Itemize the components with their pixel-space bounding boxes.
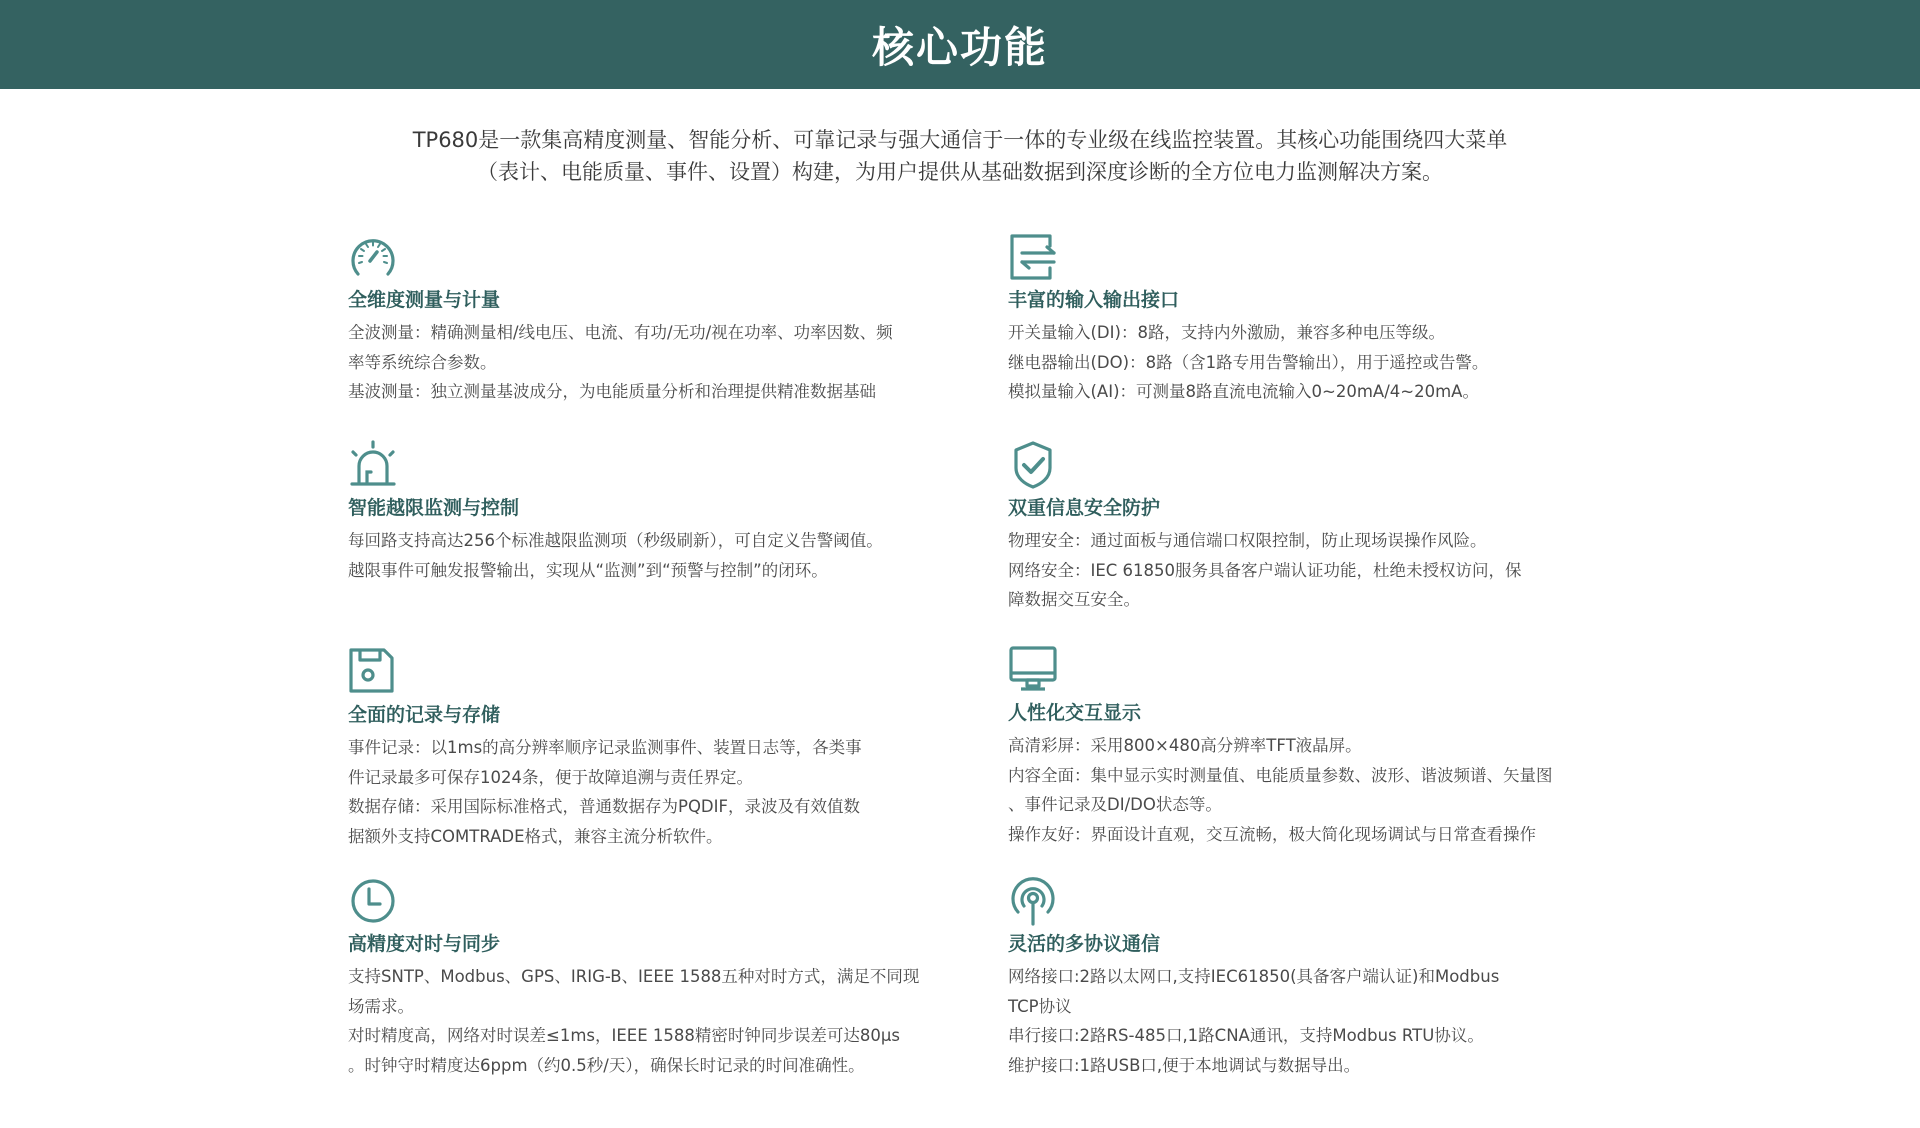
feature-card-time-sync: [348, 876, 928, 1080]
feature-text: 网络安全：IEC 61850服务具备客户端认证功能，杜绝未授权访问，保: [1008, 560, 1522, 580]
io-exchange-icon: [1008, 232, 1058, 282]
shield-check-icon: [1008, 440, 1058, 490]
feature-text: 件记录最多可保存1024条，便于故障追溯与责任界定。: [348, 767, 753, 787]
feature-text: 继电器输出(DO)：8路（含1路专用告警输出），用于遥控或告警。: [1008, 352, 1489, 372]
intro-paragraph: [0, 124, 1920, 188]
feature-text: 、事件记录及DI/DO状态等。: [1008, 795, 1222, 814]
feature-text: 基波测量：独立测量基波成分，为电能质量分析和治理提供精准数据基础: [348, 382, 876, 401]
page-header: [0, 0, 1920, 89]
feature-text: 数据存储：采用国际标准格式，普通数据存为PQDIF，录波及有效值数: [348, 797, 860, 816]
monitor-icon: [1008, 645, 1058, 695]
feature-card-io: [1008, 232, 1588, 407]
feature-text: 物理安全：通过面板与通信端口权限控制，防止现场误操作风险。: [1008, 531, 1487, 550]
feature-text: 事件记录：以1ms的高分辨率顺序记录监测事件、装置日志等，各类事: [348, 738, 862, 757]
feature-text: 每回路支持高达256个标准越限监测项（秒级刷新），可自定义告警阈值。: [348, 531, 883, 550]
feature-title: 智能越限监测与控制: [348, 497, 520, 519]
feature-text: 对时精度高，网络对时误差≤1ms，IEEE 1588精密时钟同步误差可达80μs: [348, 1026, 900, 1045]
save-disk-icon: [348, 647, 398, 697]
feature-title: 灵活的多协议通信: [1008, 933, 1161, 955]
feature-text: 全波测量：精确测量相/线电压、电流、有功/无功/视在功率、功率因数、频: [348, 323, 893, 342]
feature-text: 内容全面：集中显示实时测量值、电能质量参数、波形、谐波频谱、矢量图: [1008, 765, 1553, 785]
feature-text: 率等系统综合参数。: [348, 352, 497, 372]
gauge-icon: [348, 232, 398, 282]
page-title: 核心功能: [871, 22, 1048, 72]
alarm-light-icon: [348, 440, 398, 490]
feature-text: 场需求。: [348, 996, 414, 1016]
feature-card-security: [1008, 440, 1588, 615]
feature-text: 。时钟守时精度达6ppm（约0.5秒/天），确保长时记录的时间准确性。: [348, 1055, 865, 1075]
feature-text: 开关量输入(DI)：8路，支持内外激励，兼容多种电压等级。: [1008, 323, 1445, 342]
feature-text: 串行接口:2路RS-485口,1路CNA通讯，支持Modbus RTU协议。: [1008, 1026, 1484, 1045]
feature-title: 丰富的输入输出接口: [1008, 289, 1180, 311]
feature-title: 高精度对时与同步: [348, 933, 501, 955]
feature-card-measurement: [348, 232, 928, 407]
feature-text: 障数据交互安全。: [1008, 590, 1140, 609]
feature-text: 操作友好：界面设计直观，交互流畅，极大简化现场调试与日常查看操作: [1008, 824, 1536, 844]
intro-line: TP680是一款集高精度测量、智能分析、可靠记录与强大通信于一体的专业级在线监控装置。其核心功能围绕四大菜单: [412, 128, 1508, 152]
feature-title: 全维度测量与计量: [348, 289, 501, 311]
clock-icon: [348, 876, 398, 926]
feature-card-display: [1008, 645, 1588, 849]
feature-text: 网络接口:2路以太网口,支持IEC61850(具备客户端认证)和Modbus: [1008, 967, 1500, 986]
feature-text: 高清彩屏：采用800×480高分辨率TFT液晶屏。: [1008, 736, 1362, 755]
feature-text: 模拟量输入(AI)：可测量8路直流电流输入0~20mA/4~20mA。: [1008, 382, 1479, 401]
feature-text: 据额外支持COMTRADE格式，兼容主流分析软件。: [348, 826, 723, 846]
feature-title: 双重信息安全防护: [1008, 497, 1161, 519]
feature-text: 维护接口:1路USB口,便于本地调试与数据导出。: [1008, 1055, 1361, 1075]
feature-text: 支持SNTP、Modbus、GPS、IRIG-B、IEEE 1588五种对时方式，满足不同现: [348, 967, 920, 986]
feature-title: 人性化交互显示: [1008, 702, 1142, 724]
feature-text: TCP协议: [1008, 996, 1072, 1016]
signal-antenna-icon: [1008, 876, 1058, 926]
intro-line: （表计、电能质量、事件、设置）构建，为用户提供从基础数据到深度诊断的全方位电力监测解决方案。: [477, 160, 1443, 184]
feature-card-communication: [1008, 876, 1588, 1080]
feature-title: 全面的记录与存储: [348, 704, 501, 726]
feature-card-recording: [348, 647, 928, 851]
feature-card-limit-monitoring: [348, 440, 928, 585]
feature-text: 越限事件可触发报警输出，实现从“监测”到“预警与控制”的闭环。: [348, 560, 828, 580]
